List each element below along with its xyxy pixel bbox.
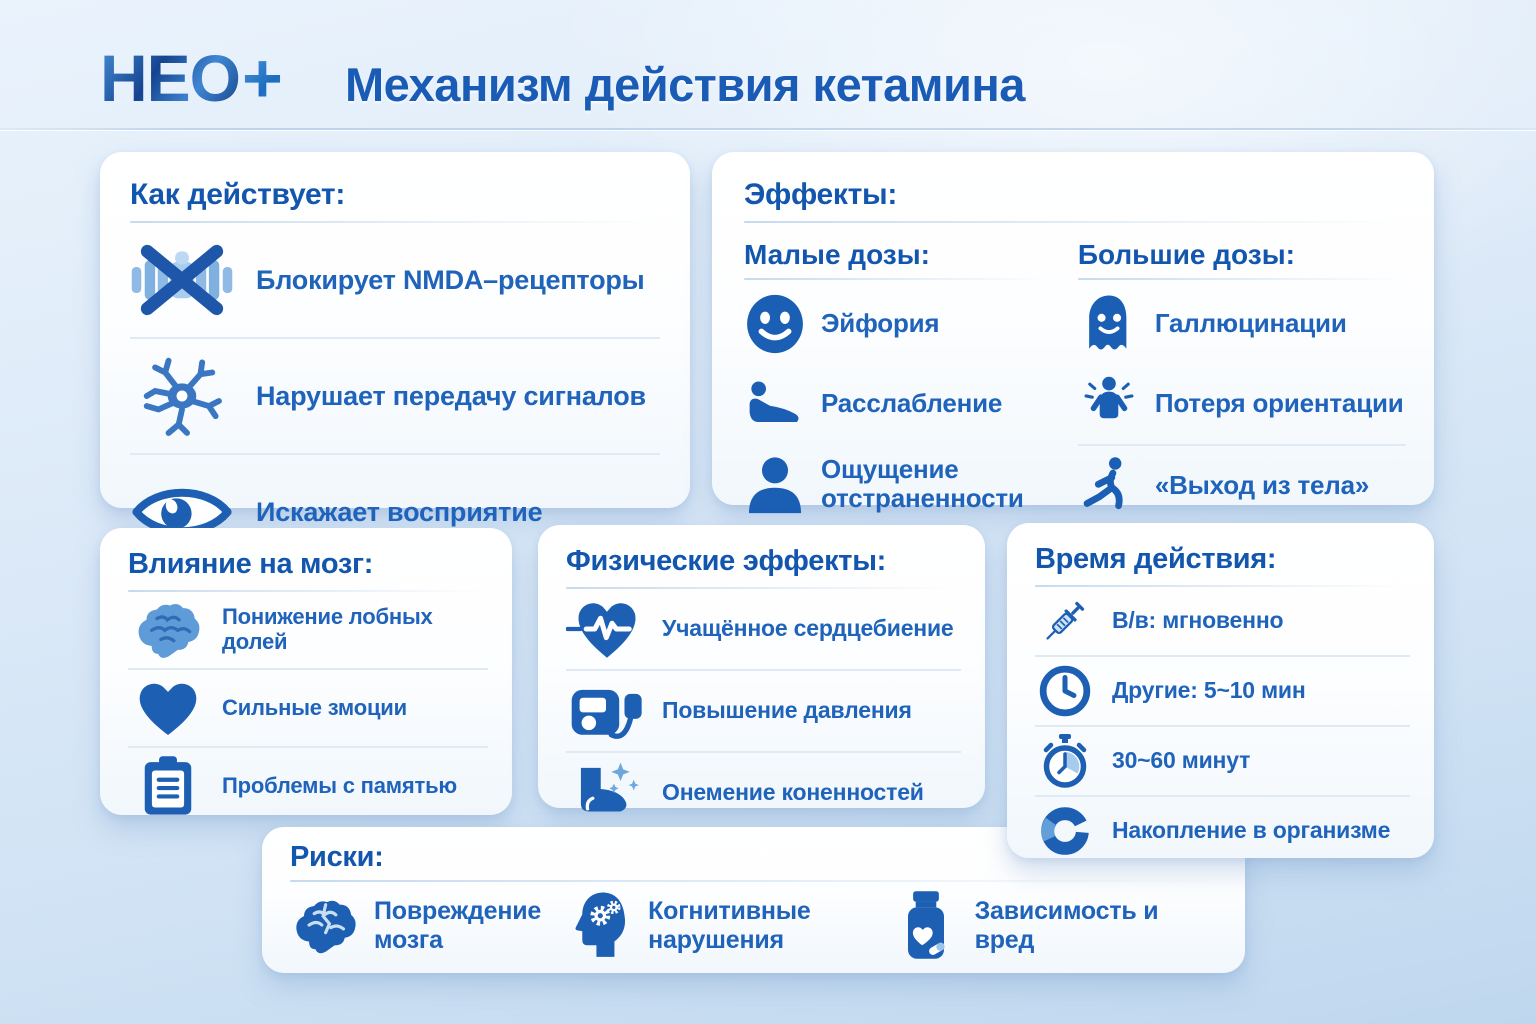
item-label: Учащённое сердцебиение (662, 615, 954, 642)
item-label: Расслабление (821, 388, 1003, 419)
divider (744, 221, 1406, 223)
brain-icon (128, 599, 208, 661)
item-label: Другие: 5~10 мин (1112, 677, 1306, 704)
page-title: Механизм действия кетамина (345, 58, 1025, 111)
list-item (566, 751, 961, 833)
card-how-it-works (100, 152, 690, 527)
item-label: Повреждение мозга (374, 897, 542, 954)
card-brain-impact (100, 528, 512, 815)
card-effects-title: Эффекты: (744, 178, 898, 211)
column-title: Малые дозы: (744, 239, 930, 270)
list-item (1035, 725, 1410, 795)
card-how-title: Как действует: (130, 178, 346, 211)
list-item (1035, 795, 1410, 865)
item-label: Ощущение отстраненности (821, 453, 1024, 513)
item-label: «Выход из тела» (1154, 470, 1370, 501)
item-label: Онемение коненностей (662, 779, 924, 806)
card-brain-title: Влияние на мозг: (128, 548, 374, 580)
person-bust-icon (744, 453, 806, 515)
syringe-icon (1035, 593, 1095, 649)
divider (744, 278, 1048, 280)
logo-plus-icon: + (242, 39, 283, 117)
list-item (1078, 284, 1406, 364)
item-label: Искажает восприятие (256, 496, 543, 527)
list-item (1035, 655, 1410, 725)
damaged-brain-icon (290, 890, 360, 962)
heart-icon (128, 677, 208, 739)
item-label: Понижение лобных долей (222, 604, 433, 654)
column-small-doses (744, 239, 1048, 526)
list-item (128, 746, 488, 824)
heartbeat-icon (566, 596, 648, 662)
list-item (891, 890, 1171, 962)
item-label: Накопление в организме (1112, 817, 1391, 844)
card-physical-title: Физические эффекты: (566, 545, 887, 577)
card-physical-effects (538, 525, 985, 808)
stopwatch-icon (1035, 733, 1095, 789)
item-label: Эйфория (821, 308, 940, 339)
neuron-icon (130, 354, 234, 438)
list-item (130, 337, 660, 453)
out-of-body-icon (1078, 455, 1140, 517)
list-item (128, 668, 488, 746)
list-item (744, 284, 1048, 364)
list-item (128, 592, 488, 668)
blood-pressure-icon (566, 678, 648, 744)
list-item (1078, 444, 1406, 526)
column-large-doses (1078, 239, 1406, 526)
list-item (1035, 587, 1410, 655)
item-label: В/в: мгновенно (1112, 607, 1284, 634)
item-label: Проблемы с памятью (222, 772, 458, 798)
list-item (564, 890, 890, 962)
pill-bottle-icon (891, 890, 961, 962)
relaxing-person-icon (744, 373, 806, 435)
list-item (290, 890, 564, 962)
clipboard-icon (128, 755, 208, 817)
item-label: Блокирует NMDA–рецепторы (256, 264, 645, 295)
blocked-receptor-icon (130, 238, 234, 322)
divider (290, 880, 1217, 882)
card-effects (712, 152, 1434, 513)
item-label: Галлюцинации (1154, 308, 1347, 339)
accumulation-donut-icon (1035, 803, 1095, 859)
column-title: Большие дозы: (1077, 239, 1295, 270)
clock-icon (1035, 663, 1095, 719)
cognitive-gears-head-icon (564, 890, 634, 962)
header-divider (0, 128, 1536, 130)
list-item (566, 589, 961, 669)
item-label: Сильные змоции (222, 694, 407, 720)
numb-foot-icon (566, 760, 648, 826)
card-risks-title: Риски: (290, 841, 384, 873)
card-duration (1007, 523, 1434, 858)
ghost-icon (1078, 293, 1140, 355)
item-label: 30~60 минут (1112, 747, 1251, 774)
smiley-face-icon (744, 293, 806, 355)
list-item (566, 669, 961, 751)
list-item (744, 444, 1048, 524)
item-label: Зависимость и вред (974, 897, 1159, 954)
item-label: Повышение давления (662, 697, 912, 724)
list-item (130, 223, 660, 337)
list-item (744, 364, 1048, 444)
divider (1078, 278, 1406, 280)
disoriented-person-icon (1078, 373, 1140, 435)
item-label: Нарушает передачу сигналов (256, 380, 646, 411)
item-label: Когнитивные нарушения (648, 897, 811, 954)
card-duration-title: Время действия: (1035, 543, 1277, 575)
logo (100, 40, 283, 116)
item-label: Потеря ориентации (1154, 388, 1404, 419)
logo-text: НЕО (100, 41, 241, 115)
list-item (1078, 364, 1406, 444)
